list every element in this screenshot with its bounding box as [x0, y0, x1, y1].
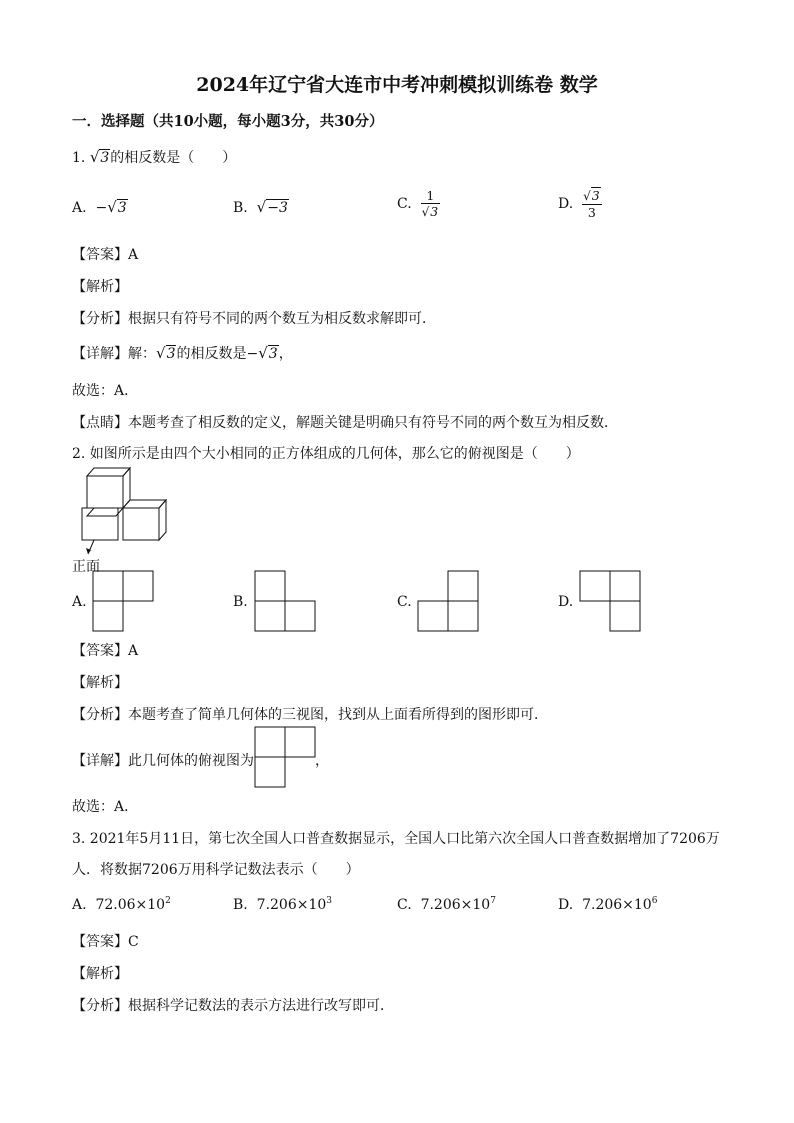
q1-stem — [72, 147, 236, 167]
q1-option-c: C. $\frac{1}{√3}$ — [397, 188, 439, 219]
q2-option-a-figure — [93, 571, 155, 633]
q2-xiangjie-end: ， — [315, 753, 329, 769]
q1-dianjing: 【点睛】本题考查了相反数的定义，解题关键是明确只有符号不同的两个数互为相反数． — [72, 415, 618, 431]
q2-cubes-figure — [78, 468, 188, 548]
q2-option-b-label: B. — [233, 594, 248, 610]
q3-option-c: C. $7.206\times 10^7$ — [397, 896, 496, 913]
q2-answer: 【答案】A — [72, 643, 139, 659]
q2-xiangjie-figure — [255, 727, 317, 789]
q1-stem-text: 的相反数是（ ） — [110, 150, 237, 166]
q1-answer: 【答案】A — [72, 247, 139, 263]
q3-answer: 【答案】C — [72, 934, 139, 950]
q1-number: 1. — [72, 150, 86, 166]
q3-stem-line2: 人．将数据7206万用科学记数法表示（ ） — [72, 862, 360, 878]
q1-option-d: D. $\frac{√3}{3}$ — [558, 188, 600, 220]
q3-option-a: A. $72.06\times 10^2$ — [72, 896, 171, 913]
q1-analysis-label: 【解析】 — [72, 279, 128, 295]
q2-option-b-figure — [255, 571, 317, 633]
q3-fenxi: 【分析】根据科学记数法的表示方法进行改写即可． — [72, 998, 394, 1014]
q1-option-a: A. −√3 — [72, 198, 127, 216]
q2-choice: 故选：A． — [72, 799, 139, 815]
q2-option-d-figure — [580, 571, 642, 633]
q1-sqrt: √3 — [89, 148, 110, 166]
q2-front-label: 正面 — [72, 559, 100, 575]
q2-xiangjie: 【详解】此几何体的俯视图为 — [72, 753, 254, 769]
q2-fenxi: 【分析】本题考查了简单几何体的三视图，找到从上面看所得到的图形即可． — [72, 707, 548, 723]
q1-fenxi: 【分析】根据只有符号不同的两个数互为相反数求解即可． — [72, 311, 436, 327]
q1-xiangjie: 【详解】解：√3的相反数是−√3， — [72, 344, 293, 362]
q2-option-c-figure — [418, 571, 480, 633]
page-title: 2024年辽宁省大连市中考冲刺模拟训练卷 数学 — [196, 74, 598, 96]
q3-stem-line1: 3. 2021年5月11日，第七次全国人口普查数据显示，全国人口比第六次全国人口普查数据增加了7206万 — [72, 831, 720, 847]
section-heading: 一．选择题（共10小题，每小题3分，共30分） — [72, 113, 384, 130]
q3-analysis-label: 【解析】 — [72, 966, 128, 982]
q2-analysis-label: 【解析】 — [72, 675, 128, 691]
q1-option-b: B. √−3 — [233, 198, 288, 216]
q2-option-d-label: D. — [558, 594, 574, 610]
q3-option-b: B. $7.206\times 10^3$ — [233, 896, 333, 913]
q2-option-c-label: C. — [397, 594, 412, 610]
q2-option-a-label: A. — [72, 594, 87, 610]
q1-choice: 故选：A． — [72, 383, 139, 399]
q3-option-d: D. $7.206\times 10^6$ — [558, 896, 658, 913]
q2-stem: 2. 如图所示是由四个大小相同的正方体组成的几何体，那么它的俯视图是（ ） — [72, 446, 580, 462]
